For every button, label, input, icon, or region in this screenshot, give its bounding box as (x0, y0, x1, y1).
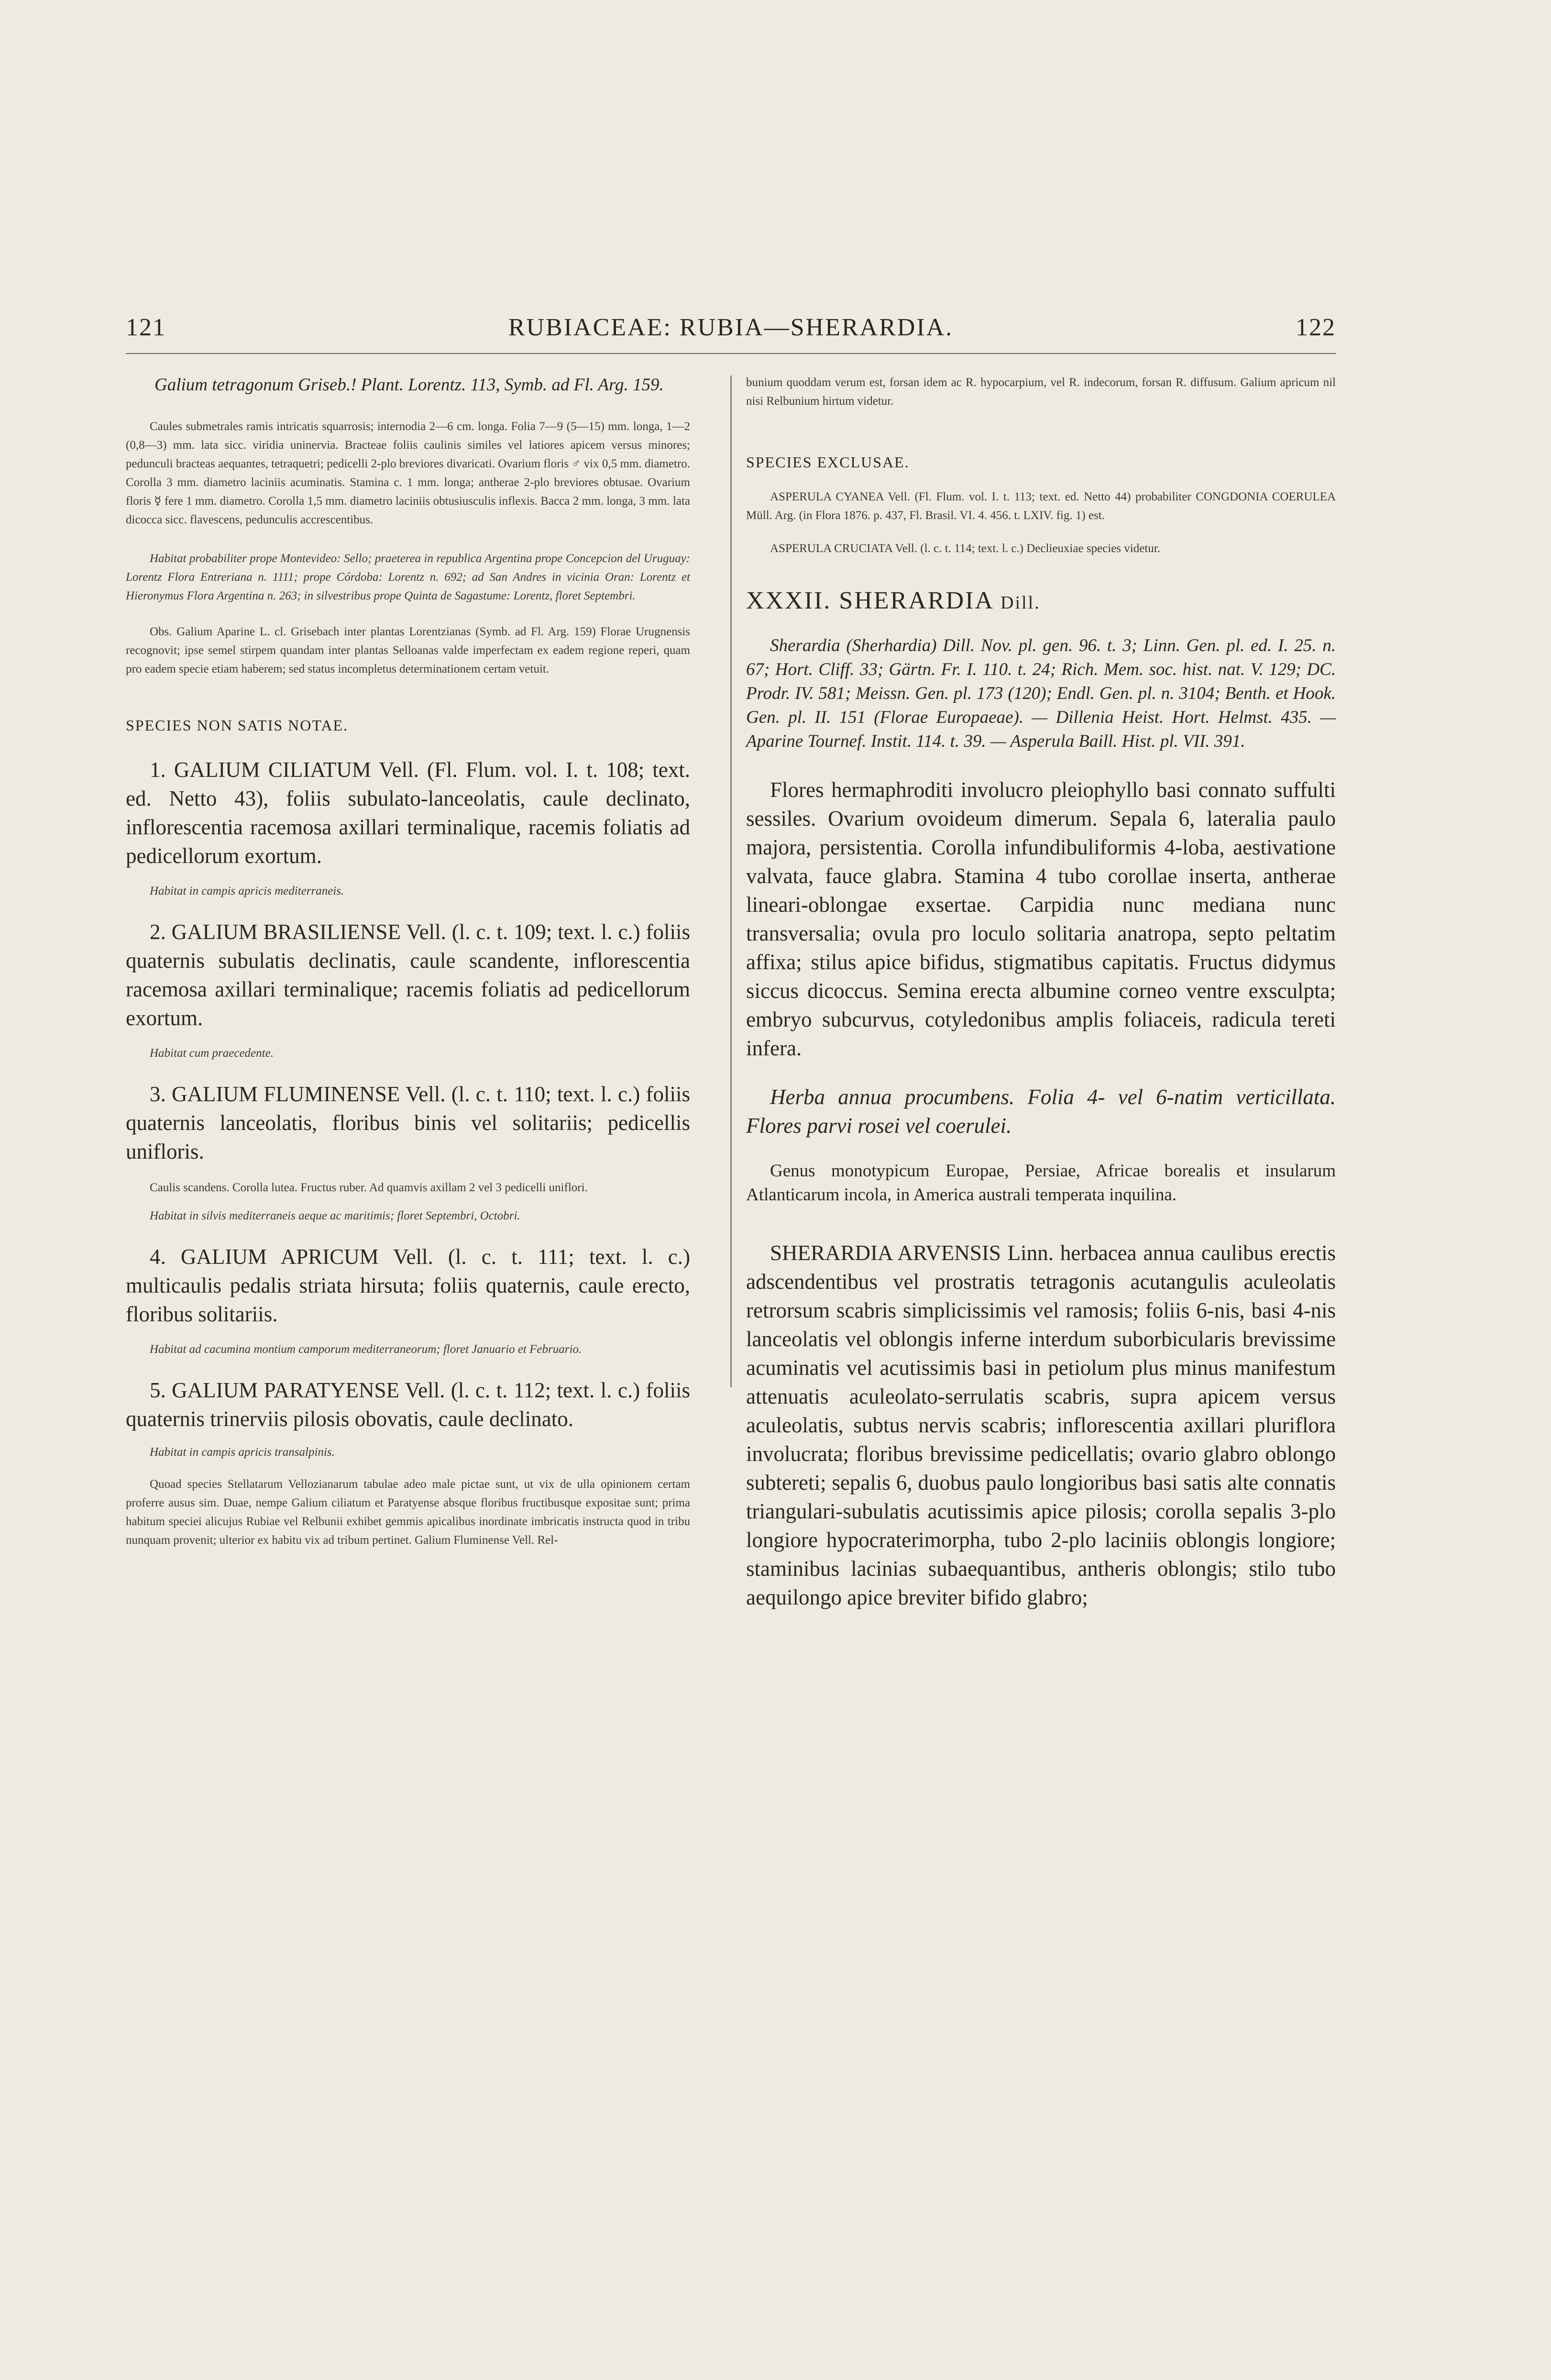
species-4-habitat: Habitat ad cacumina montium camporum mediterraneorum; floret Januario et Februario. (150, 1343, 582, 1356)
observation-paragraph: Obs. Galium Aparine L. cl. Grisebach inter plantas Lorentzianas (Symb. ad Fl. Arg. 159) Florae Urugnensis recognovit; ipse semel stirpem quandam inter plantas Selloanas valde imperfectam ex eadem regione reperi, quam pro eadem specie etiam haberem; sed status incompletus determinationem certam vetuit. (126, 625, 690, 675)
section-heading-non-satis-notae: SPECIES NON SATIS NOTAE. (126, 717, 349, 734)
description-paragraph: Caules submetrales ramis intricatis squarrosis; internodia 2—6 cm. longa. Folia 7—9 (5—15) mm. longa, 1—2 (0,8—3) mm. lata sicc. viridia uninervia. Bracteae foliis caulinis similes vel latiores apicem versus minores; pedunculi bracteas aequantes, tetraquetri; pedicelli 2-plo breviores divaricati. Ovarium floris ♂ vix 0,5 mm. diametro. Corolla 3 mm. diametro laciniis acuminatis. Stamina c. 1 mm. longa; antherae 2-plo breviores obtusae. Ovarium floris ☿ fere 1 mm. diametro. Corolla 1,5 mm. diametro laciniis obtusiusculis inflexis. Bacca 2 mm. longa, 3 mm. lata dicocca sicc. flavescens, pedunculis accrescentibus. (126, 420, 690, 526)
species-3-description: Caulis scandens. Corolla lutea. Fructus ruber. Ad quamvis axillam 2 vel 3 pedicelli uniflori. (150, 1181, 588, 1194)
running-head (126, 313, 1336, 347)
column-divider (730, 376, 732, 1387)
genus-distribution: Genus monotypicum Europae, Persiae, Africae borealis et insularum Atlanticarum incola, in America australi temperata inquilina. (746, 1161, 1336, 1205)
section-heading-exclusae: SPECIES EXCLUSAE. (746, 454, 910, 471)
species-sherardia-arvensis: SHERARDIA ARVENSIS Linn. herbacea annua caulibus erectis adscendentibus vel prostratis tetragonis acutangulis aculeolatis retrorsum scabris simplicissimis vel ramosis; foliis 6-nis, basi 4-nis lanceolatis vel oblongis inferne interdum suborbicularis brevissime acuminatis vel acutissimis basi in petiolum plus minus manifestum attenuatis aculeolato-serrulatis scabris, supra apicem versus aculeolatis, subtus nervis scabris; inflorescentia axillari pluriflora involucrata; floribus brevissime pedicellatis; ovario glabro oblongo subtereti; sepalis 6, duobus paulo longioribus basi satis alte connatis triangulari-subulatis acutissimis apice pilosis; corolla sepalis 3-plo longiore hypocraterimorpha, tubo 2-plo laciniis oblongis longiore; staminibus lacinias subaequantibus, antheris oblongis; stilo tubo aequilongo apice breviter bifido glabro; (746, 1241, 1336, 1609)
species-entry-3: 3. GALIUM FLUMINENSE Vell. (l. c. t. 110; text. l. c.) foliis quaternis lanceolatis, floribus binis vel solitariis; pedicellis unifloris. (126, 1082, 690, 1163)
species-5-habitat: Habitat in campis apricis transalpinis. (150, 1446, 335, 1459)
species-1-habitat: Habitat in campis apricis mediterraneis. (150, 885, 344, 897)
genus-heading (746, 587, 1336, 615)
species-entry-2: 2. GALIUM BRASILIENSE Vell. (l. c. t. 109; text. l. c.) foliis quaternis subulatis declinatis, caule scandente, inflorescentia racemosa axillari terminalique; racemis foliatis ad pedicellorum exortum. (126, 920, 690, 1030)
genus-author: Dill. (1001, 593, 1041, 613)
species-entry-1: 1. GALIUM CILIATUM Vell. (Fl. Flum. vol. I. t. 108; text. ed. Netto 43), foliis subulato-lanceolatis, caule declinato, inflorescentia racemosa axillari terminalique, racemis foliatis ad pedicellorum exortum. (126, 758, 690, 868)
genus-number: XXXII. (746, 587, 832, 614)
genus-description: Flores hermaphroditi involucro pleiophyllo basi connato suffulti sessiles. Ovarium ovoideum dimerum. Sepala 6, lateralia paulo majora, persistentia. Corolla infundibuliformis 4-loba, aestivatione valvata, fauce glabra. Stamina 4 tubo corollae inserta, antherae lineari-oblongae exsertae. Carpidia nunc mediana nunc transversalia; ovula pro loculo solitaria anatropa, septo peltatim affixa; stilus apice bifidus, stigmatibus capitatis. Fructus didymus siccus dicoccus. Semina erecta albumine corneo ventre exsculpta; embryo subcurvus, cotyledonibus amplis foliaceis, radicula tereti infera. (746, 778, 1336, 1060)
species-2-habitat: Habitat cum praecedente. (150, 1047, 274, 1060)
page-number-left: 121 (126, 314, 166, 341)
genus-synonymy: Sherardia (Sherhardia) Dill. Nov. pl. gen. 96. t. 3; Linn. Gen. pl. ed. I. 25. n. 67; Hort. Cliff. 33; Gärtn. Fr. I. 110. t. 24; Rich. Mem. soc. hist. nat. V. 129; DC. Prodr. IV. 581; Meissn. Gen. pl. 173 (120); Endl. Gen. pl. n. 3104; Benth. et Hook. Gen. pl. II. 151 (Florae Europaeae). — Dillenia Heist. Hort. Helmst. 435. — Aparine Tournef. Instit. 114. t. 39. — Asperula Baill. Hist. pl. VII. 391. (746, 636, 1336, 751)
species-entry-4: 4. GALIUM APRICUM Vell. (l. c. t. 111; text. l. c.) multicaulis pedalis striata hirsuta; foliis quaternis, caule erecto, floribus solitariis. (126, 1245, 690, 1326)
synonym-reference: Galium tetragonum Griseb.! Plant. Lorentz. 113, Symb. ad Fl. Arg. 159. (154, 375, 664, 395)
species-entry-5: 5. GALIUM PARATYENSE Vell. (l. c. t. 112; text. l. c.) foliis quaternis trinerviis pilosis obovatis, caule declinato. (126, 1378, 690, 1431)
header-rule (126, 353, 1336, 354)
species-3-habitat: Habitat in silvis mediterraneis aeque ac maritimis; floret Septembri, Octobri. (150, 1209, 520, 1222)
running-title: RUBIACEAE: RUBIA—SHERARDIA. (508, 314, 954, 341)
genus-name: SHERARDIA (839, 587, 993, 614)
continuation-paragraph: bunium quoddam verum est, forsan idem ac R. hypocarpium, vel R. indecorum, forsan R. diffusum. Galium apricum nil nisi Relbunium hirtum videtur. (746, 376, 1336, 408)
right-column (746, 373, 1336, 1612)
excluded-species-1: ASPERULA CYANEA Vell. (Fl. Flum. vol. I. t. 113; text. ed. Netto 44) probabiliter CONGDONIA COERULEA Müll. Arg. (in Flora 1876. p. 437, Fl. Brasil. VI. 4. 456. t. LXIV. fig. 1) est. (746, 490, 1336, 522)
habitat-paragraph: Habitat probabiliter prope Montevideo: Sello; praeterea in republica Argentina prope Concepcion del Uruguay: Lorentz Flora Entreriana n. 1111; prope Córdoba: Lorentz n. 692; ad San Andres in vicinia Oran: Lorentz et Hieronymus Flora Argentina n. 263; in silvestribus prope Quinta de Sagastume: Lorentz, floret Septembri. (126, 552, 690, 602)
page-number-right: 122 (1296, 314, 1336, 341)
herba-summary: Herba annua procumbens. Folia 4- vel 6-natim verticillata. Flores parvi rosei vel coerulei. (746, 1085, 1336, 1138)
closing-note: Quoad species Stellatarum Vellozianarum tabulae adeo male pictae sunt, ut vix de ulla opinionem certam proferre ausus sim. Duae, nempe Galium ciliatum et Paratyense absque floribus fructibusque expositae sunt; prima habitum speciei alicujus Rubiae vel Relbunii exhibet gemmis apicalibus inordinate imbricatis instructa quod in tribu nunquam provenit; ulterior ex habitu vix ad tribum pertinet. Galium Fluminense Vell. Rel- (126, 1478, 690, 1547)
left-column (126, 373, 690, 1550)
excluded-species-2: ASPERULA CRUCIATA Vell. (l. c. t. 114; text. l. c.) Declieuxiae species videtur. (770, 542, 1160, 555)
